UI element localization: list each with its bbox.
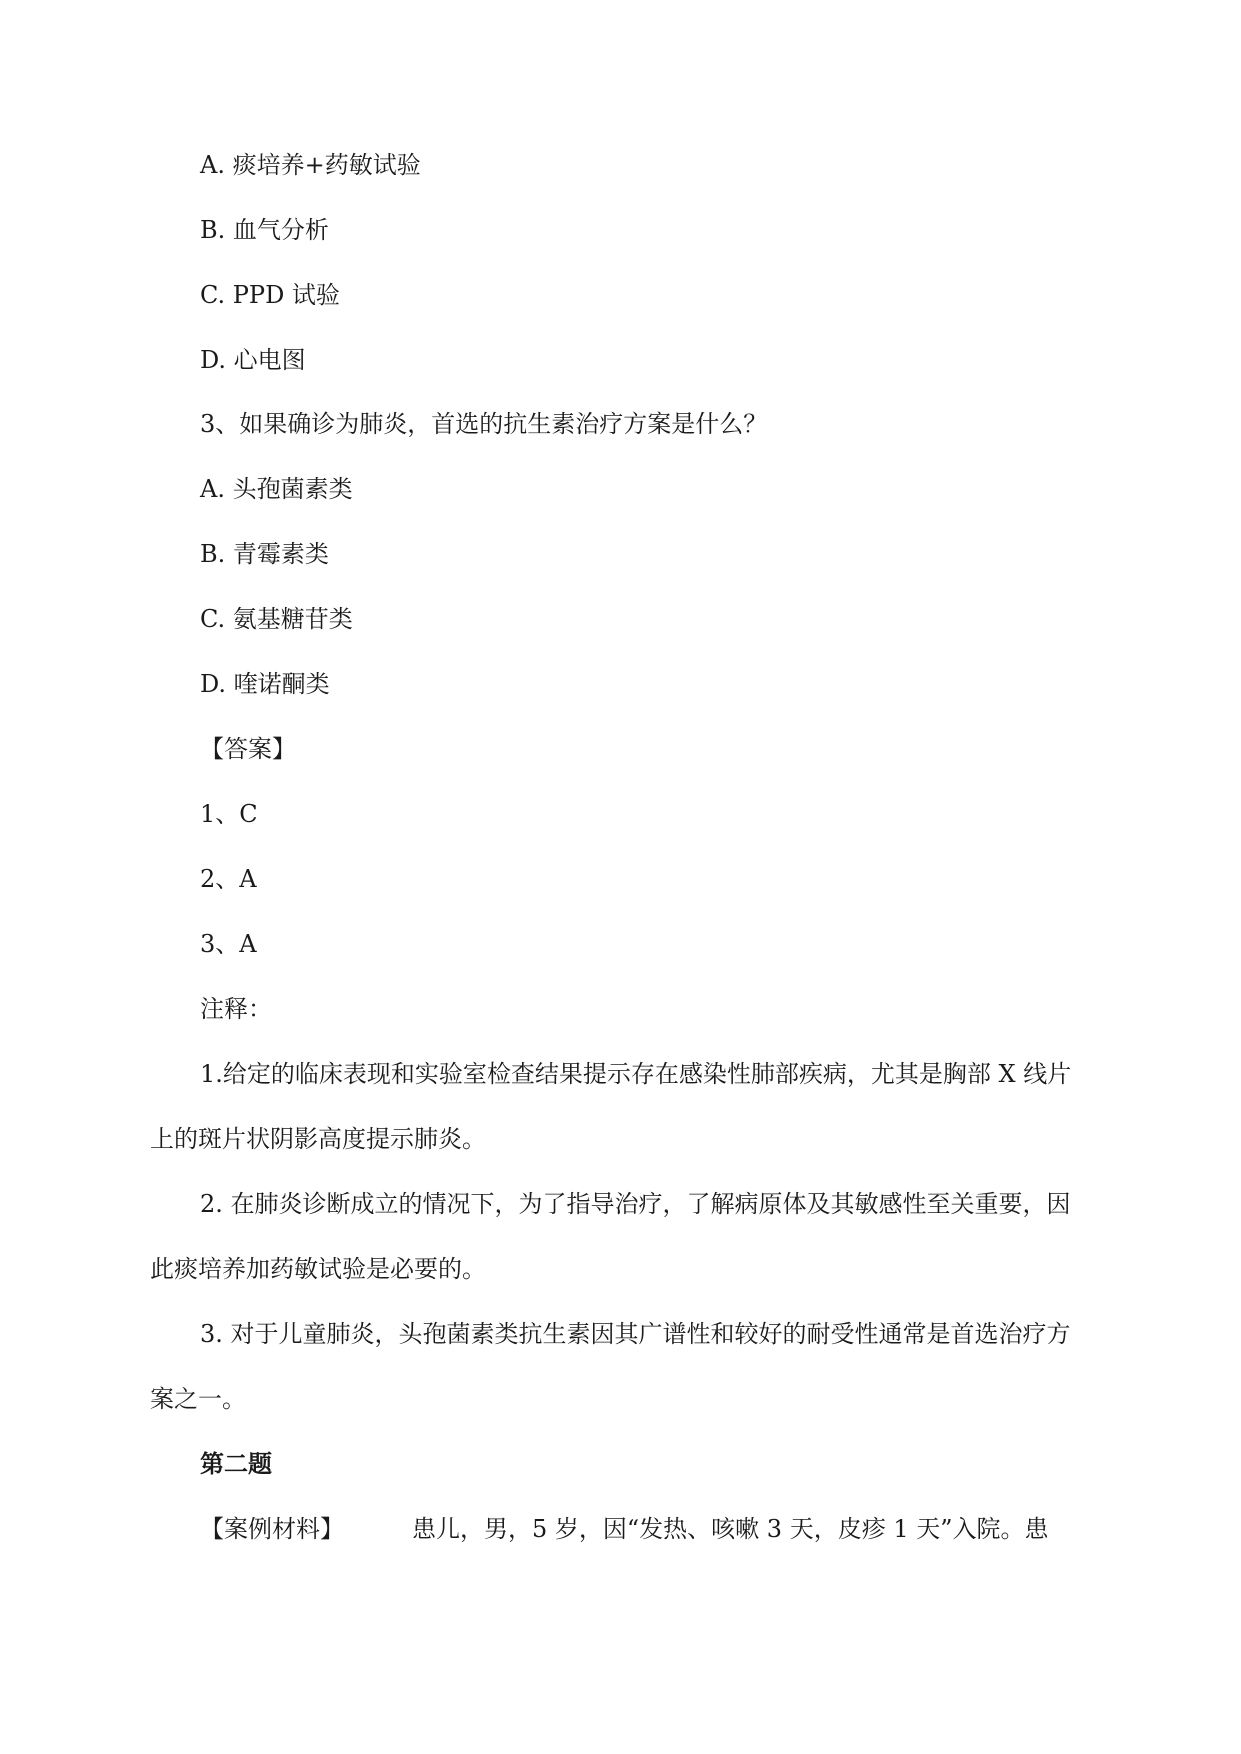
note-3-line-1: 3. 对于儿童肺炎，头孢菌素类抗生素因其广谱性和较好的耐受性通常是首选治疗方 [200, 1320, 1071, 1348]
note-2-line-1: 2. 在肺炎诊断成立的情况下，为了指导治疗，了解病原体及其敏感性至关重要，因 [200, 1190, 1071, 1218]
q2-option-a: A. 痰培养+药敏试验 [200, 151, 421, 179]
q3-option-a: A. 头孢菌素类 [200, 475, 353, 503]
q3-question: 3、如果确诊为肺炎，首选的抗生素治疗方案是什么？ [200, 410, 768, 438]
note-1-line-2: 上的斑片状阴影高度提示肺炎。 [150, 1125, 486, 1153]
answer-item-2: 2、A [200, 865, 257, 893]
q2-option-b: B. 血气分析 [200, 216, 329, 244]
q3-option-b: B. 青霉素类 [200, 540, 329, 568]
case-label: 【案例材料】 [200, 1515, 344, 1543]
q3-option-d: D. 喹诺酮类 [200, 670, 330, 698]
q3-option-c: C. 氨基糖苷类 [200, 605, 353, 633]
answer-item-3: 3、A [200, 930, 257, 958]
answers-heading: 【答案】 [200, 735, 296, 763]
q2-option-d: D. 心电图 [200, 346, 306, 374]
note-1-line-1: 1.给定的临床表现和实验室检查结果提示存在感染性肺部疾病，尤其是胸部 X 线片 [200, 1060, 1072, 1088]
section-2-title: 第二题 [200, 1450, 272, 1478]
notes-heading: 注释： [200, 995, 272, 1023]
note-2-line-2: 此痰培养加药敏试验是必要的。 [150, 1255, 486, 1283]
q2-option-c: C. PPD 试验 [200, 281, 340, 309]
note-3-line-2: 案之一。 [150, 1385, 246, 1413]
case-text: 患儿，男，5 岁，因“发热、咳嗽 3 天，皮疹 1 天”入院。患 [412, 1515, 1049, 1543]
answer-item-1: 1、C [200, 800, 258, 828]
